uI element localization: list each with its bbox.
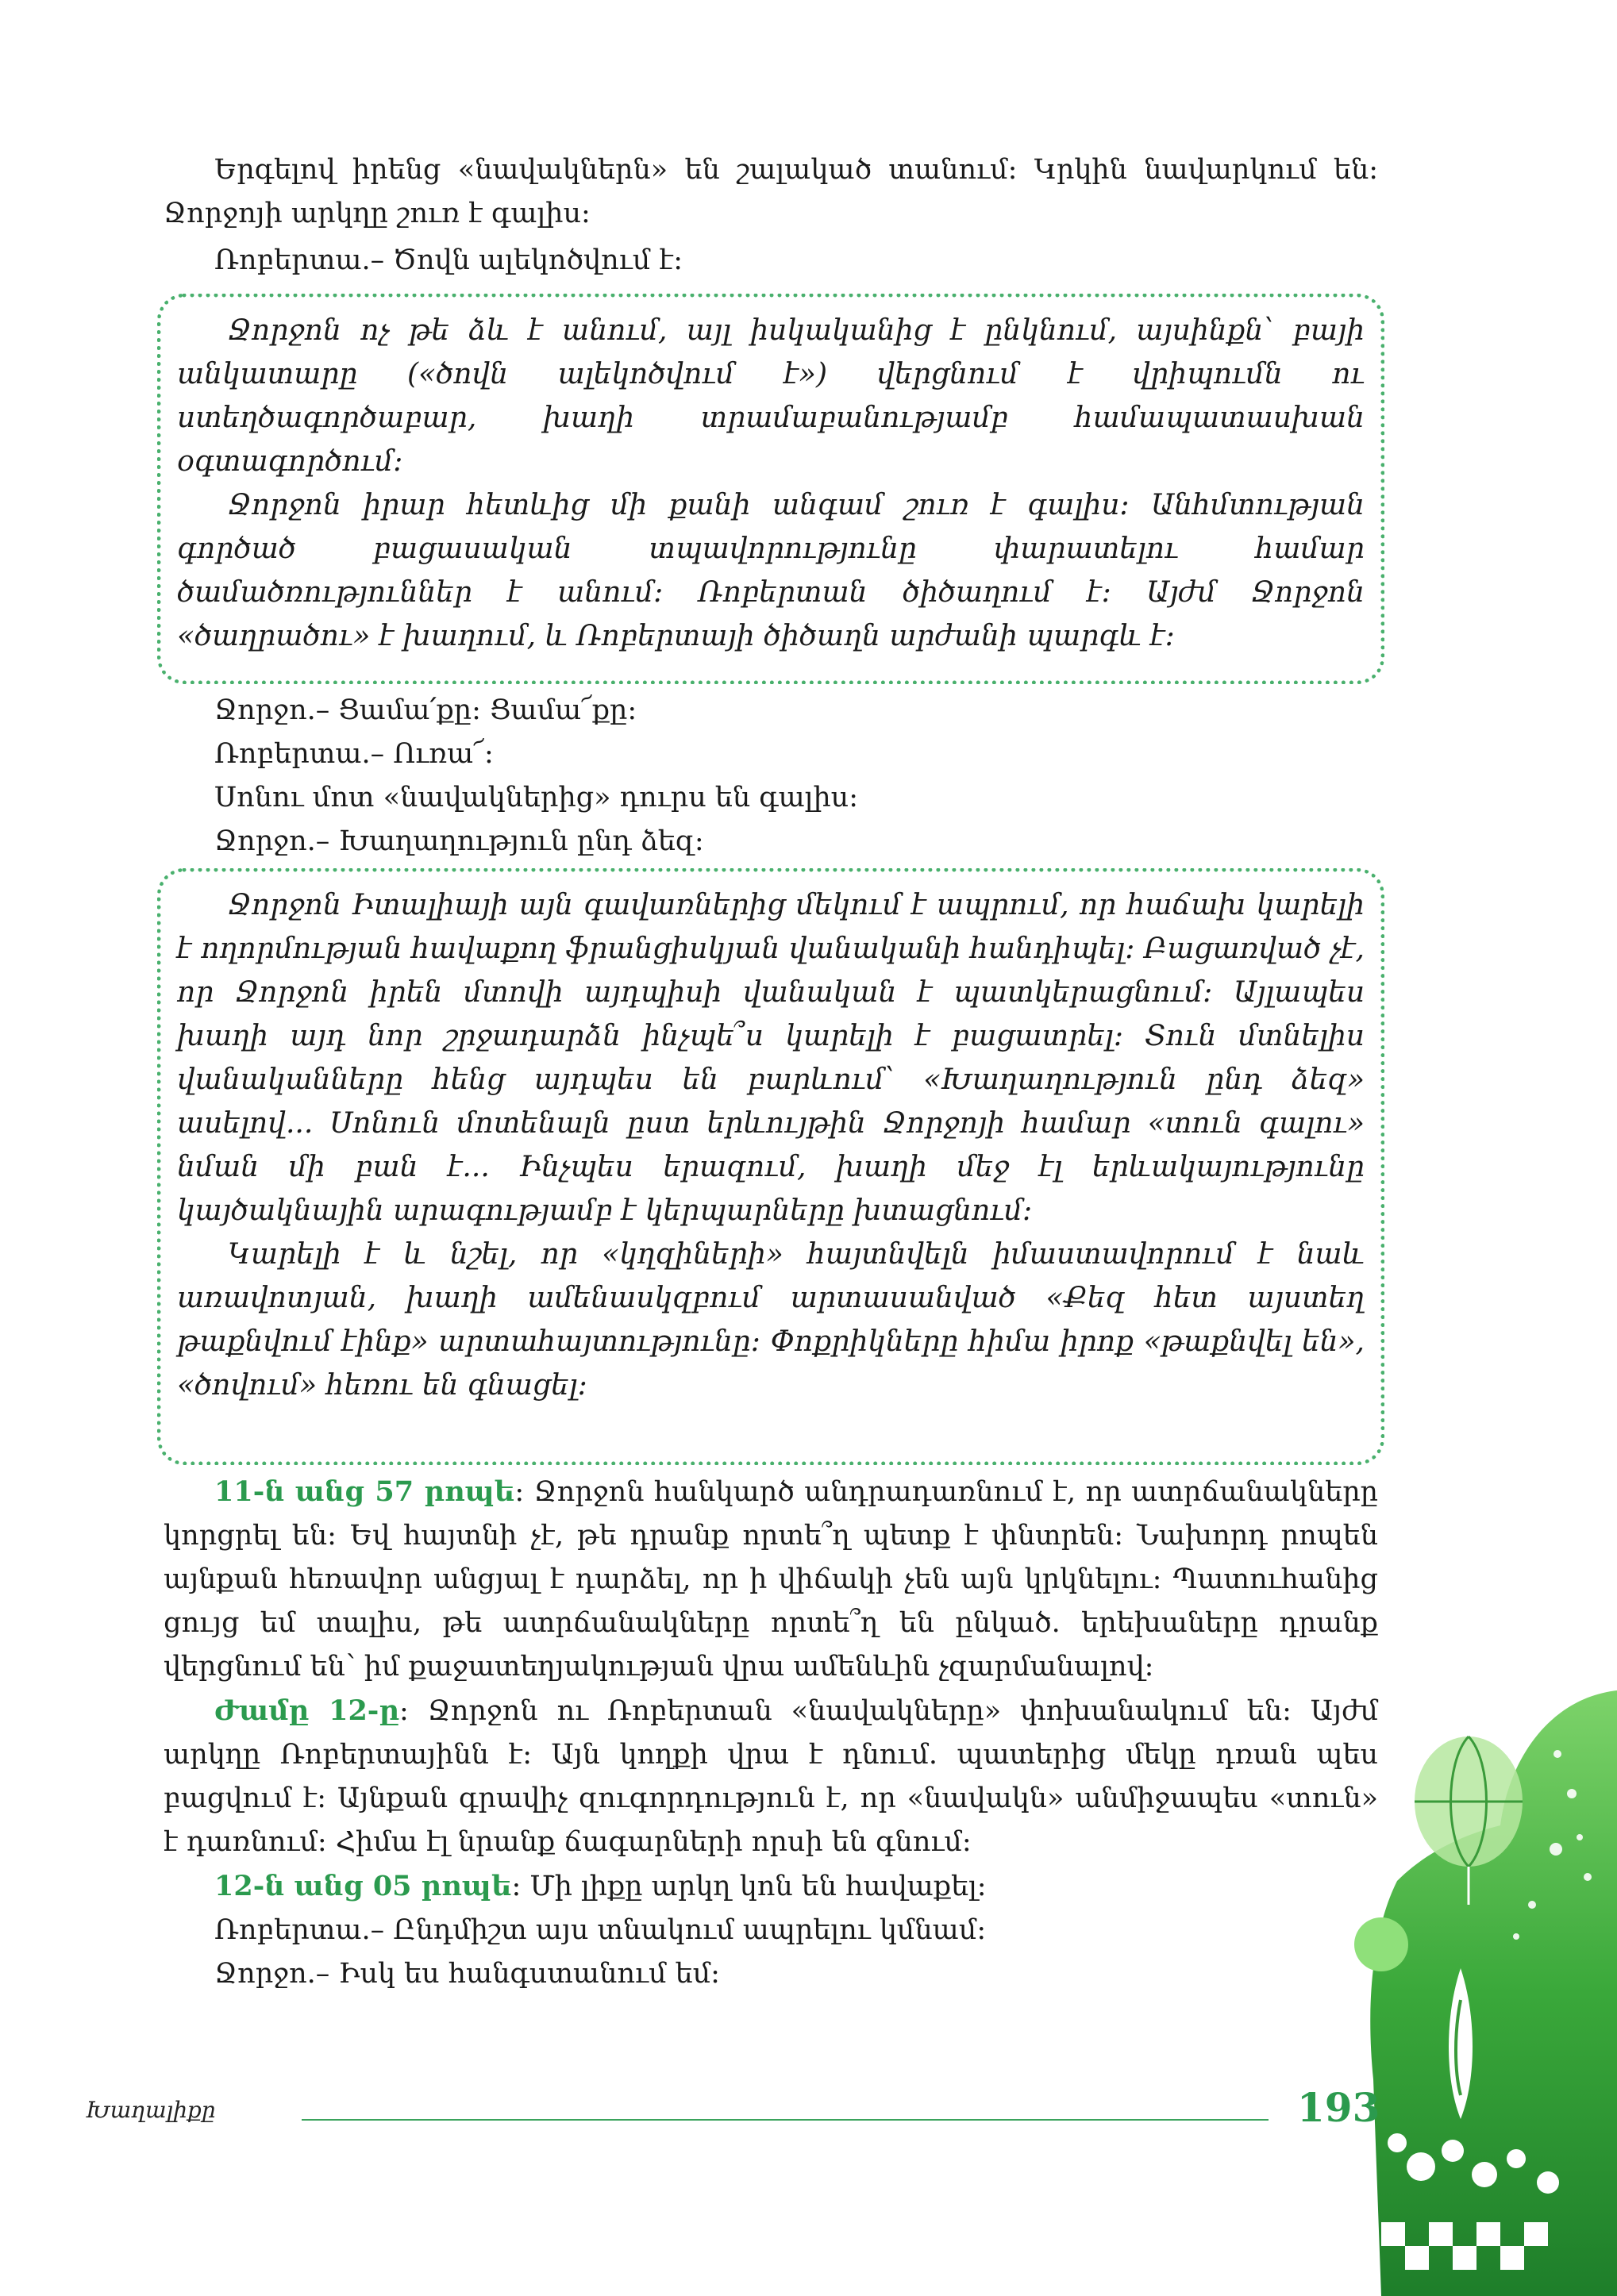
commentary-paragraph: Ջորջոն իրար հետևից մի քանի անգամ շուռ է գալիս: Անհմտության գործած բացասական տպավորությունը փարատելու համար ծամածռություններ է անում: Ռոբերտան ծիծաղում է: Այժմ Ջորջոն «ծաղրածու» է խաղում, և Ռոբերտայի ծիծաղն արժանի պարգև է: (177, 489, 1365, 652)
time-label: Ժամը 12-ը (214, 1694, 400, 1727)
footer-rule (302, 2119, 1269, 2121)
time-entry (164, 1864, 1378, 1909)
commentary-paragraph: Ջորջոն ոչ թե ձև է անում, այլ իսկականից է ընկնում, այսինքն՝ բայի անկատարը («ծովն ալեկոծվում է») վերցնում է վրիպումն ու ստեղծագործաբար, խաղի տրամաբանությամբ համապատասխան օգտագործում: (177, 314, 1365, 478)
paragraph: Երգելով իրենց «նավակներն» են շալակած տանում: Կրկին նավարկում են: Ջորջոյի արկղը շուռ է գալիս: (164, 154, 1378, 229)
dialogue-line: Ջորջո.– Խաղաղություն ընդ ձեզ: (214, 825, 704, 857)
time-entry (164, 1689, 1378, 1864)
time-label: 11-ն անց 57 րոպե (214, 1475, 515, 1508)
bottom-section (164, 1470, 1378, 1996)
commentary-paragraph: Ջորջոն Իտալիայի այն գավառներից մեկում է ապրում, որ հաճախ կարելի է ողորմության հավաքող ֆրանցիսկյան վանականի հանդիպել: Բացառված չէ, որ Ջորջոն իրեն մտովի այդպիսի վանական է պատկերացնում: Այլապես խաղի այդ նոր շրջադարձն ինչպե՞ս կարելի է բացատրել: Տուն մտնելիս վանականները հենց այդպես են բարևում՝ «Խաղաղություն ընդ ձեզ» ասելով... Սոնուն մոտենալն ըստ երևույթին Ջորջոյի համար «տուն գալու» նման մի բան է... Ինչպես երազում, խաղի մեջ էլ երևակայությունը կայծակնային արագությամբ է կերպարները խտացնում: (177, 889, 1365, 1227)
time-text: : Ջորջոն հանկարծ անդրադառնում է, որ ատրճանակները կորցրել են: Եվ հայտնի չէ, թե դրանք որտե՞ղ պետք է փնտրեն: Նախորդ րոպեն այնքան հեռավոր անցյալ է դարձել, որ ի վիճակի չեն այն կրկնելու: Պատուհանից ցույց եմ տալիս, թե ատրճանակները որտե՞ղ են ընկած. երեխաները դրանք վերցնում են՝ իմ քաջատեղյակության վրա ամենևին չզարմանալով: (164, 1476, 1378, 1683)
page-number: 193 (1297, 2084, 1380, 2131)
commentary-box-2 (157, 868, 1384, 1465)
time-entry (164, 1470, 1378, 1689)
book-title: Խաղալիքը (86, 2097, 216, 2123)
dialogue-line: Ռոբերտա.– Ընդմիշտ այս տնակում ապրելու կմնամ: (214, 1914, 987, 1946)
middle-section (164, 689, 1378, 863)
time-text: : Մի լիքը արկղ կոն են հավաքել: (511, 1871, 987, 1902)
commentary-box-1 (157, 294, 1384, 684)
commentary-paragraph: Կարելի է և նշել, որ «կղզիների» հայտնվելն իմաստավորում է նաև առավոտյան, խաղի ամենասկզբում արտասանված «Քեզ հետ այստեղ թաքնվում էինք» արտահայտությունը: Փոքրիկները հիմա իրոք «թաքնվել են», «ծովում» հեռու են գնացել: (177, 1238, 1365, 1402)
time-text: : Ջորջոն ու Ռոբերտան «նավակները» փոխանակում են: Այժմ արկղը Ռոբերտայինն է: Այն կողքի վրա է դնում. պատերից մեկը դռան պես բացվում է: Այնքան գրավիչ զուգորդություն է, որ «նավակն» անմիջապես «տուն» է դառնում: Հիմա էլ նրանք ճագարների որսի են գնում: (164, 1695, 1378, 1858)
dialogue-line: Ջորջո.– Ցամա՛քը: Ցամա՜քը: (214, 694, 637, 726)
time-label: 12-ն անց 05 րոպե (214, 1870, 512, 1902)
green-circle (1354, 1917, 1408, 1971)
dialogue-line: Ռոբերտա.– Ուռա՜: (214, 738, 494, 770)
dialogue-line: Ջորջո.– Իսկ ես հանգստանում եմ: (214, 1958, 720, 1990)
stage-direction: Սոնու մոտ «նավակներից» դուրս են գալիս: (214, 782, 858, 813)
decorative-corner-illustration (1349, 1667, 1617, 2296)
dialogue-line: Ռոբերտա.– Ծովն ալեկոծվում է: (214, 244, 683, 276)
top-section (164, 148, 1378, 283)
